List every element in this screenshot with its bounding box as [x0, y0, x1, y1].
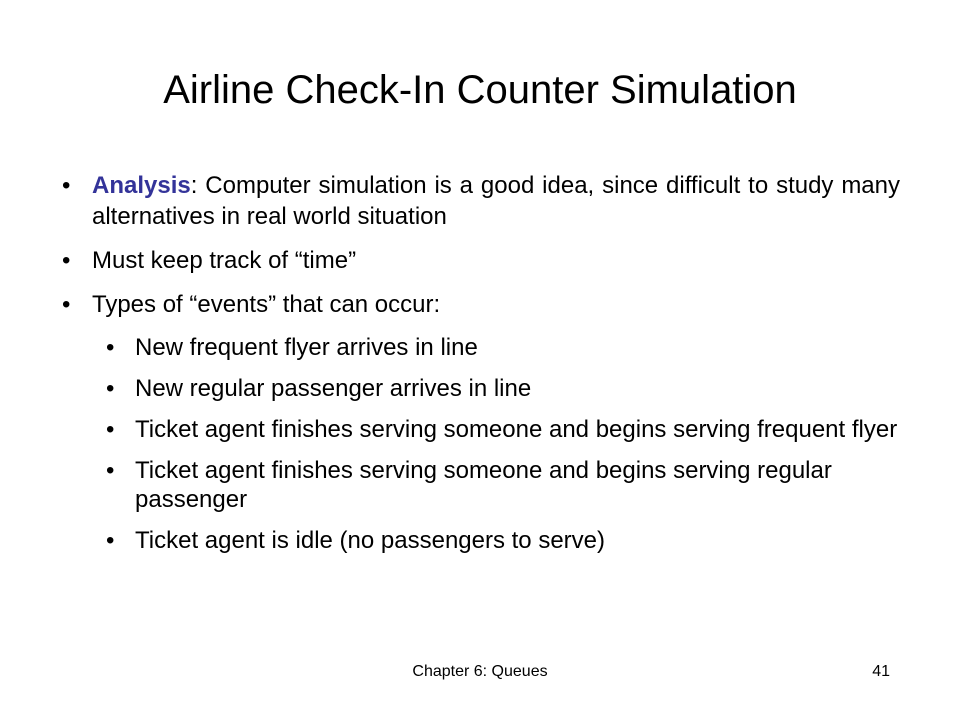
bullet-text: Types of “events” that can occur: [92, 291, 441, 318]
sub-bullet-text: New frequent flyer arrives in line [135, 334, 478, 361]
slide-body [62, 170, 900, 567]
sub-bullet-agent-idle [106, 526, 900, 555]
sub-bullet-text: Ticket agent is idle (no passengers to serve) [135, 527, 606, 554]
sub-bullet-frequent-flyer-arrives [106, 333, 900, 362]
sub-bullet-serving-regular-passenger [106, 456, 900, 514]
analysis-text: : Computer simulation is a good idea, since difficult to study many alternatives in real world situation [92, 172, 900, 230]
bullet-marker: • [62, 172, 71, 199]
slide-title: Airline Check-In Counter Simulation [163, 68, 797, 112]
bullet-marker: • [62, 291, 71, 318]
bullet-marker: • [106, 334, 115, 361]
bullet-text: Must keep track of “time” [92, 247, 357, 274]
bullet-marker: • [62, 247, 71, 274]
bullet-event-types [62, 289, 900, 320]
bullet-marker: • [106, 416, 115, 443]
bullet-marker: • [106, 375, 115, 402]
bullet-keep-track-time [62, 245, 900, 276]
sub-bullet-regular-passenger-arrives [106, 374, 900, 403]
footer-chapter: Chapter 6: Queues [412, 663, 548, 680]
sub-bullet-text: New regular passenger arrives in line [135, 375, 532, 402]
bullet-marker: • [106, 527, 115, 554]
sub-bullet-text: Ticket agent finishes serving someone and begins serving frequent flyer [135, 416, 898, 443]
bullet-marker: • [106, 457, 115, 484]
analysis-term: Analysis [92, 172, 191, 199]
footer-page-number: 41 [872, 663, 890, 680]
sub-bullet-serving-frequent-flyer [106, 415, 900, 444]
sub-bullet-text: Ticket agent finishes serving someone and begins serving regular passenger [135, 457, 832, 513]
bullet-analysis [62, 170, 900, 232]
